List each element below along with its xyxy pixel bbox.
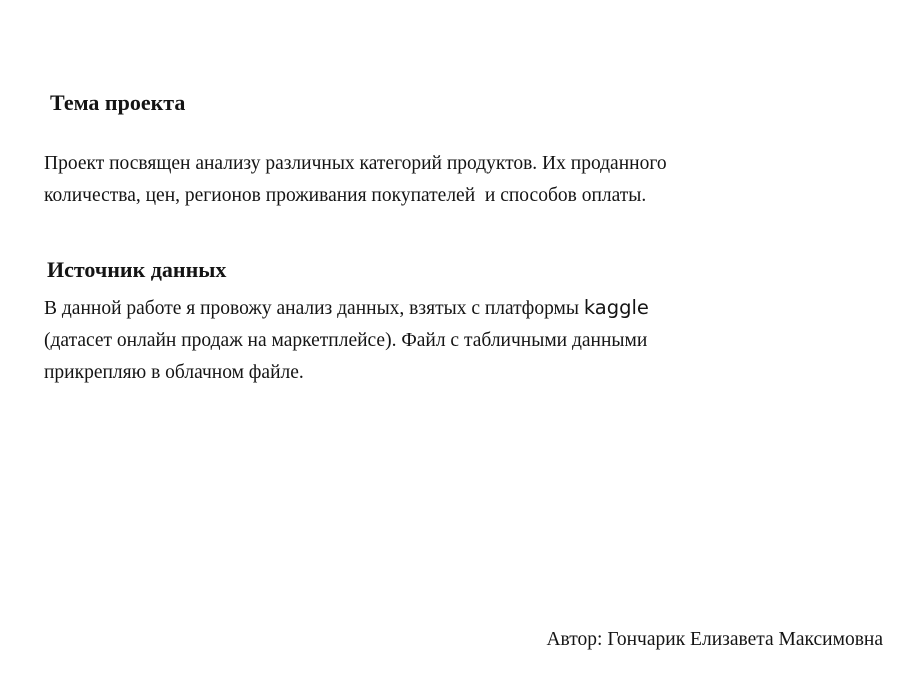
source-heading: Источник данных xyxy=(47,257,227,282)
topic-heading: Тема проекта xyxy=(50,90,186,115)
kaggle-text: kaggle xyxy=(583,296,649,319)
source-line-2: (датасет онлайн продаж на маркетплейсе). Файл с табличными данными xyxy=(44,330,648,351)
source-line-1-text: В данной работе я провожу анализ данных, взятых с платформы xyxy=(44,298,584,319)
topic-line-2: количества, цен, регионов проживания покупателей и способов оплаты. xyxy=(44,185,647,206)
source-line-1 xyxy=(44,292,844,325)
source-paragraph xyxy=(44,292,844,389)
source-line-3: прикрепляю в облачном файле. xyxy=(44,362,304,383)
author-credit: Автор: Гончарик Елизавета Максимовна xyxy=(546,629,883,650)
topic-paragraph xyxy=(44,148,844,212)
topic-line-1: Проект посвящен анализу различных категорий продуктов. Их проданного xyxy=(44,153,667,174)
